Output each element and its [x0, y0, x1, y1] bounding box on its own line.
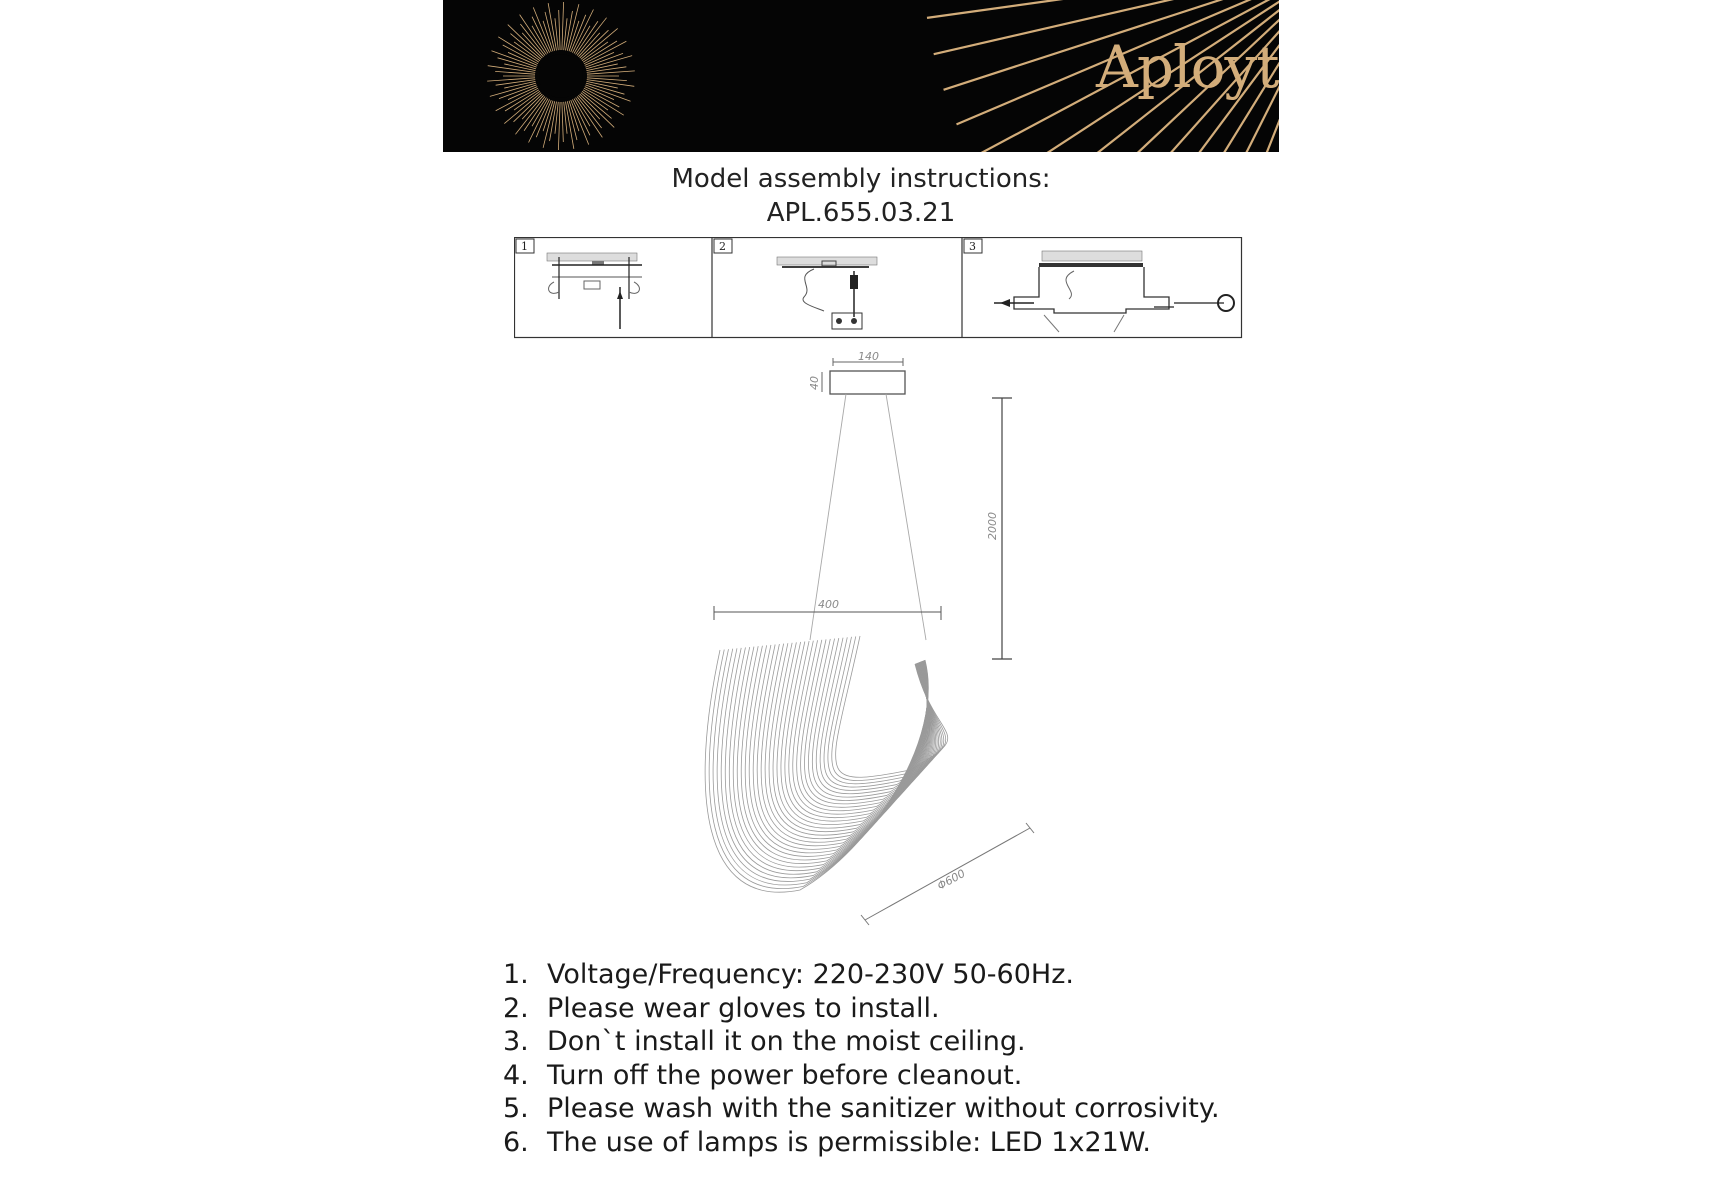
note-item	[503, 1025, 1220, 1059]
note-item	[503, 1126, 1220, 1160]
step-3-panel	[964, 239, 1234, 332]
note-text: Voltage/Frequency: 220-230V 50-60Hz.	[547, 959, 1074, 990]
step-2-panel	[714, 239, 877, 329]
instruction-notes-list	[503, 958, 1220, 1159]
note-text: Please wear gloves to install.	[547, 992, 940, 1024]
sun-core-icon	[539, 54, 583, 98]
step-1-panel	[516, 239, 642, 329]
step-3-number: 3	[969, 240, 976, 253]
note-text: Don`t install it on the moist ceiling.	[547, 1026, 1026, 1057]
note-item	[503, 1059, 1220, 1093]
shade-wire-loop	[793, 641, 932, 815]
canopy-width-label: 140	[858, 350, 879, 363]
lamp-shade-wireframe	[705, 636, 948, 892]
sun-ray	[559, 10, 560, 50]
note-text: Please wash with the sanitizer without corrosivity.	[547, 1093, 1220, 1124]
sun-ray	[577, 96, 602, 128]
sun-ray	[558, 102, 560, 150]
sun-ray	[520, 24, 545, 56]
note-number: 5.	[503, 1093, 529, 1124]
sun-ray	[524, 98, 546, 131]
shade-diameter-label: Φ600	[935, 866, 968, 893]
shade-wire-loop	[769, 643, 928, 835]
shade-wire-loop	[765, 644, 928, 839]
product-dimension-drawing	[700, 350, 1080, 930]
shade-wire-loop	[753, 645, 927, 849]
note-text: The use of lamps is permissible: LED 1x21W.	[547, 1126, 1151, 1158]
sun-ray	[496, 88, 538, 111]
model-number: APL.655.03.21	[766, 198, 956, 228]
sun-ray	[585, 52, 614, 65]
note-number: 3.	[503, 1026, 529, 1057]
assembly-steps-strip	[514, 237, 1244, 339]
sun-ray	[576, 21, 598, 54]
note-item	[503, 992, 1220, 1026]
sun-ray	[508, 87, 537, 100]
canopy-outline	[830, 371, 905, 394]
note-item	[503, 958, 1220, 992]
brand-banner	[443, 0, 1279, 152]
sun-ray	[562, 2, 564, 50]
brand-name: Aployt	[1096, 33, 1279, 101]
note-item	[503, 1092, 1220, 1126]
shade-wire-loop	[729, 647, 927, 870]
note-number: 4.	[503, 1059, 529, 1091]
step-1-number: 1	[521, 240, 528, 253]
note-number: 6.	[503, 1126, 529, 1158]
canopy-height-label: 40	[808, 376, 821, 390]
shade-wire-loop	[785, 642, 930, 822]
sun-ray	[580, 30, 609, 58]
document-title: Model assembly instructions:	[671, 164, 1051, 194]
sun-ray	[533, 7, 551, 52]
shade-wire-loop	[797, 640, 933, 811]
shade-wire-loop	[757, 644, 927, 845]
sun-ray	[571, 100, 589, 145]
sun-ray	[584, 41, 626, 64]
suspension-cable-right	[886, 394, 926, 640]
sun-ray	[508, 52, 537, 65]
sun-ray	[566, 102, 574, 149]
note-text: Turn off the power before cleanout.	[547, 1059, 1023, 1091]
sun-ray	[562, 102, 563, 142]
shade-wire-loop	[717, 649, 928, 882]
sun-ray	[514, 94, 543, 122]
sun-ray	[585, 87, 614, 100]
cable-length-label: 2000	[986, 512, 999, 540]
note-number: 1.	[503, 959, 529, 990]
shade-width-label: 400	[818, 598, 839, 611]
note-number: 2.	[503, 992, 529, 1024]
shade-wire-loop	[789, 641, 931, 818]
shade-wire-loop	[733, 647, 927, 867]
step-2-number: 2	[719, 240, 726, 253]
sun-ray	[548, 3, 556, 50]
